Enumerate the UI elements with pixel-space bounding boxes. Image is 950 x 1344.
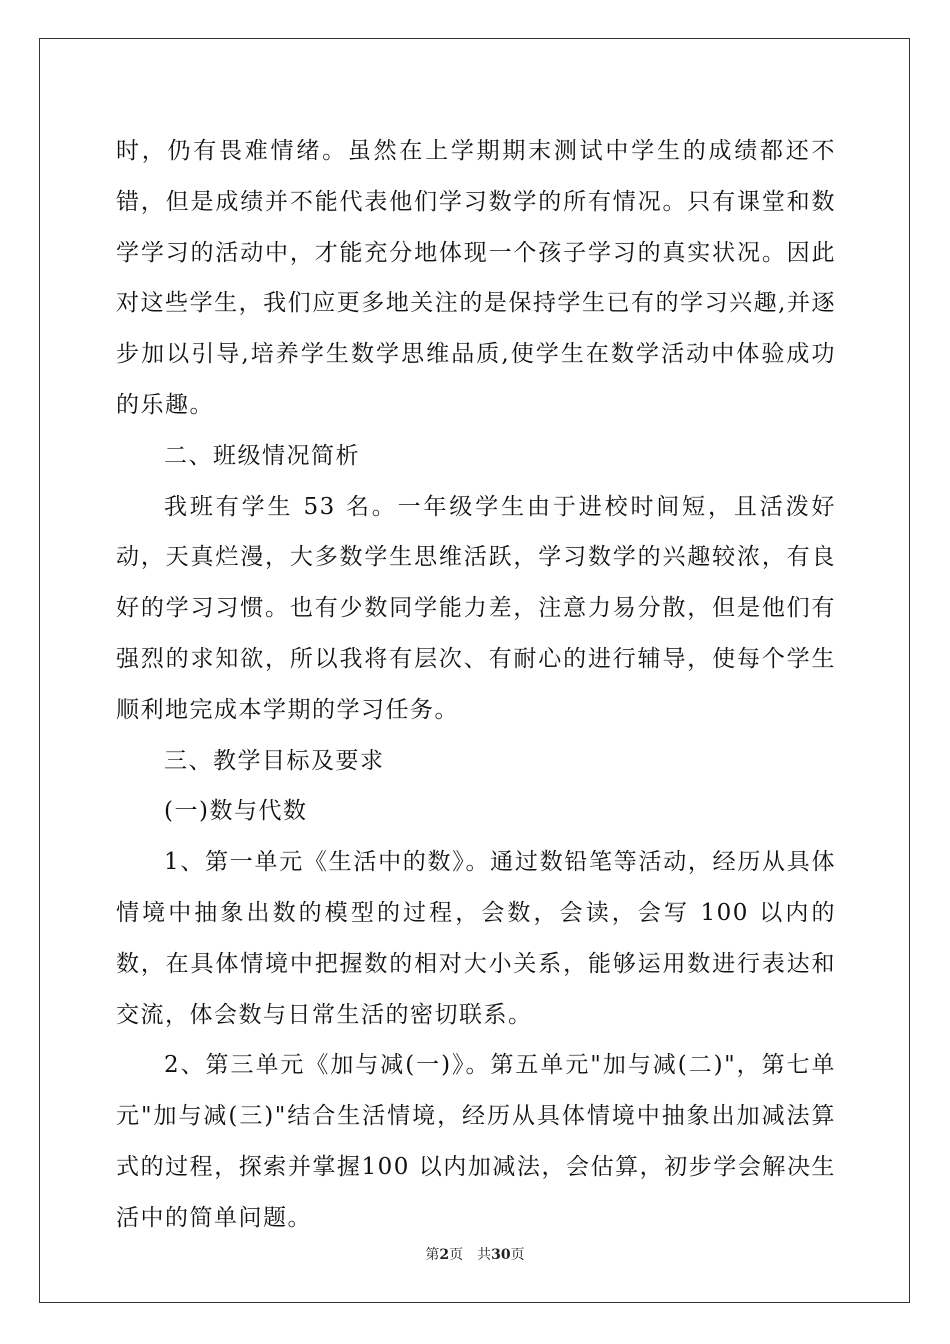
total-suffix: 页 bbox=[510, 1247, 525, 1263]
total-prefix: 共 bbox=[477, 1247, 492, 1263]
page-prefix: 第 bbox=[425, 1247, 440, 1263]
paragraph-class-analysis: 我班有学生 53 名。一年级学生由于进校时间短，且活泼好动，天真烂漫，大多数学生思维活跃，学习数学的兴趣较浓，有良好的学习习惯。也有少数同学能力差，注意力易分散，但是他们有强烈的求知欲，所以我将有层次、有耐心的进行辅导，使每个学生顺利地完成本学期的学习任务。 bbox=[116, 493, 836, 723]
page-suffix: 页 bbox=[449, 1247, 464, 1263]
total-pages: 30 bbox=[491, 1247, 511, 1263]
page-number: 2 bbox=[439, 1247, 450, 1263]
paragraph-unit-three: 2、第三单元《加与减(一)》。第五单元"加与减(二)"，第七单元"加与减(三)"结合生活情境，经历从具体情境中抽象出加减法算式的过程，探索并掌握100 以内加减法，会估算，初步学会解决生活中的简单问题。 bbox=[116, 1052, 836, 1231]
paragraph-continuation: 时，仍有畏难情绪。虽然在上学期期末测试中学生的成绩都还不错，但是成绩并不能代表他们学习数学的所有情况。只有课堂和数学学习的活动中，才能充分地体现一个孩子学习的真实状况。因此对这些学生，我们应更多地关注的是保持学生已有的学习兴趣,并逐步加以引导,培养学生数学思维品质,使学生在数学活动中体验成功的乐趣。 bbox=[116, 138, 836, 418]
page-footer bbox=[0, 1244, 950, 1264]
paragraph-unit-one: 1、第一单元《生活中的数》。通过数铅笔等活动，经历从具体情境中抽象出数的模型的过程，会数，会读，会写 100 以内的数，在具体情境中把握数的相对大小关系，能够运用数进行表达和交流，体会数与日常生活的密切联系。 bbox=[116, 849, 836, 1028]
document-body bbox=[116, 126, 836, 1244]
section-heading-class-analysis: 二、班级情况简析 bbox=[164, 442, 360, 469]
section-heading-teaching-goals: 三、教学目标及要求 bbox=[164, 747, 385, 774]
subsection-heading-numbers-algebra: (一)数与代数 bbox=[164, 798, 308, 825]
